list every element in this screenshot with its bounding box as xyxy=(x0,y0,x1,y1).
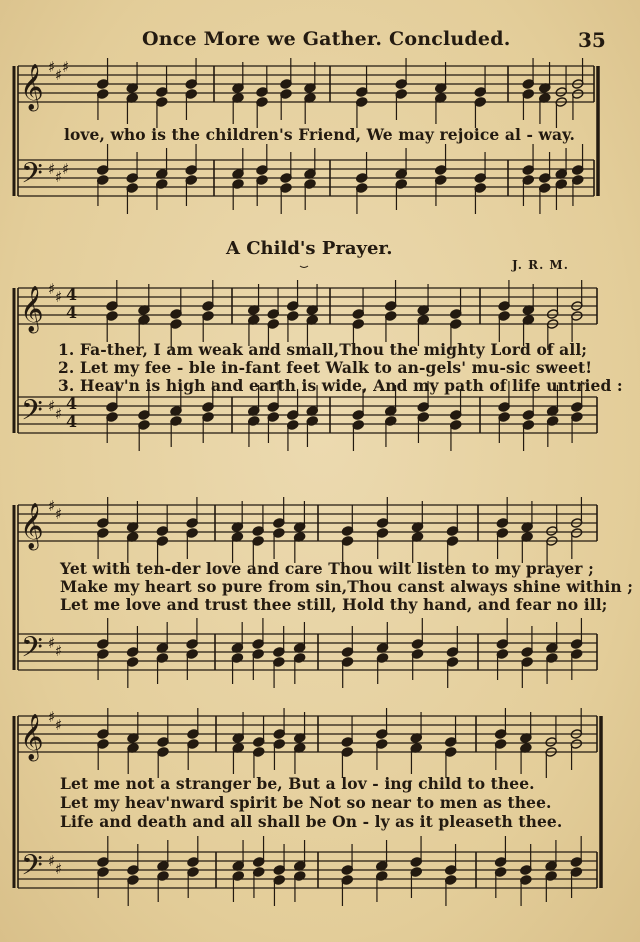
time-signature: 4 xyxy=(66,303,78,322)
treble-clef: 𝄞 xyxy=(20,286,44,332)
sharp-sign: ♯ xyxy=(55,860,63,878)
page-number: 35 xyxy=(578,28,606,52)
sharp-sign: ♯ xyxy=(48,280,56,298)
sharp-sign: ♯ xyxy=(55,642,63,660)
bass-clef: 𝄢 xyxy=(21,631,43,671)
sharp-sign: ♯ xyxy=(48,497,56,515)
sharp-sign: ♯ xyxy=(48,708,56,726)
hymn-title: A Child's Prayer. xyxy=(226,238,393,259)
lyric-verse-2-line-2: Make my heart so pure from sin,Thou canst always shine within ; xyxy=(60,577,634,596)
bass-clef: 𝄢 xyxy=(21,394,43,434)
sharp-sign: ♯ xyxy=(55,168,63,186)
sharp-sign: ♯ xyxy=(62,160,70,178)
sharp-sign: ♯ xyxy=(48,852,56,870)
lyric-line-continuation: love, who is the children's Friend, We may rejoice al - way. xyxy=(64,125,575,144)
lyric-verse-1-line-2: Yet with ten-der love and care Thou wilt listen to my prayer ; xyxy=(60,559,594,578)
page-header-title: Once More we Gather. Concluded. xyxy=(142,28,511,50)
sharp-sign: ♯ xyxy=(55,405,63,423)
sharp-sign: ♯ xyxy=(62,58,70,76)
time-signature: 4 xyxy=(66,394,78,413)
lyric-verse-2-line-3: Let my heav'nward spirit be Not so near to men as thee. xyxy=(60,793,552,812)
lyric-verse-3-line-3: Life and death and all shall be On - ly as it pleaseth thee. xyxy=(60,812,563,831)
lyric-verse-1-line-1: 1. Fa-ther, I am weak and small,Thou the mighty Lord of all; xyxy=(58,340,588,359)
sharp-sign: ♯ xyxy=(48,397,56,415)
bass-clef: 𝄢 xyxy=(21,849,43,889)
sharp-sign: ♯ xyxy=(55,505,63,523)
sharp-sign: ♯ xyxy=(55,288,63,306)
treble-clef: 𝄞 xyxy=(20,503,44,549)
bass-clef: 𝄢 xyxy=(21,157,43,197)
hymn-author: J. R. M. xyxy=(512,258,569,272)
sharp-sign: ♯ xyxy=(55,716,63,734)
time-signature: 4 xyxy=(66,285,78,304)
lyric-verse-1-line-3: Let me not a stranger be, But a lov - ing child to thee. xyxy=(60,774,535,793)
sharp-sign: ♯ xyxy=(48,58,56,76)
sharp-sign: ♯ xyxy=(48,160,56,178)
sharp-sign: ♯ xyxy=(55,66,63,84)
ornament-mark xyxy=(300,266,308,268)
lyric-verse-2-line-1: 2. Let my fee - ble in-fant feet Walk to an-gels' mu-sic sweet! xyxy=(58,358,593,377)
lyric-verse-3-line-1: 3. Heav'n is high and earth is wide, And my path of life untried : xyxy=(58,376,623,395)
time-signature: 4 xyxy=(66,412,78,431)
sharp-sign: ♯ xyxy=(48,634,56,652)
treble-clef: 𝄞 xyxy=(20,64,44,110)
lyric-verse-3-line-2: Let me love and trust thee still, Hold thy hand, and fear no ill; xyxy=(60,595,608,614)
treble-clef: 𝄞 xyxy=(20,714,44,760)
